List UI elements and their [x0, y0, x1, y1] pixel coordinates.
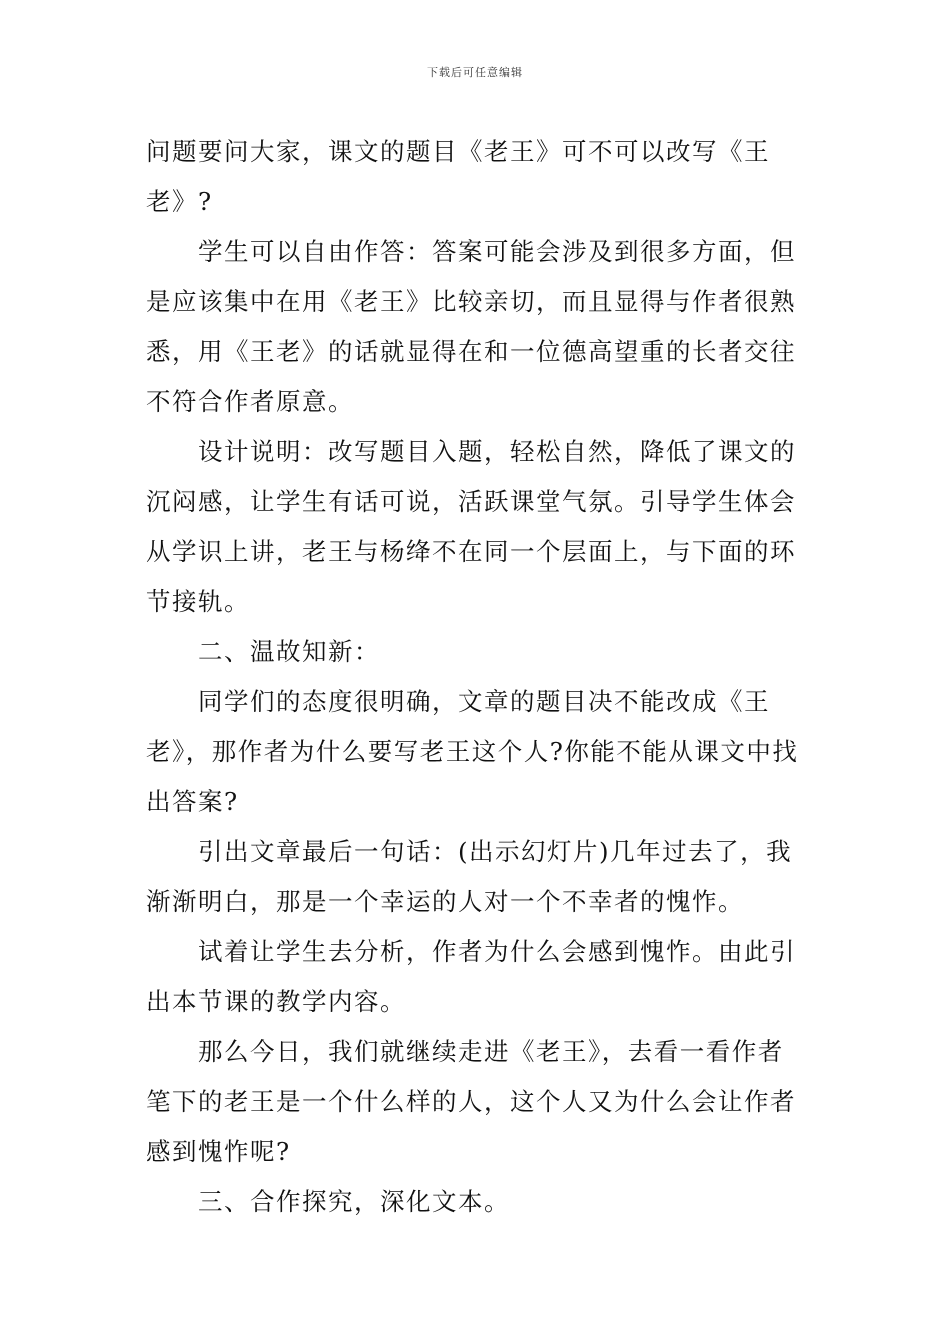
paragraph-class-attitude: 同学们的态度很明确，文章的题目决不能改成《王老》，那作者为什么要写老王这个人?你能不能从课文中找出答案? — [146, 687, 799, 816]
paragraph-question-continued: 问题要问大家，课文的题目《老王》可不可以改写《王老》? — [146, 137, 770, 216]
paragraph-analysis: 试着让学生去分析，作者为什么会感到愧怍。由此引出本节课的教学内容。 — [146, 937, 796, 1016]
page-header: 下载后可任意编辑 — [427, 66, 523, 79]
section-heading-review: 二、温故知新： — [198, 637, 380, 666]
paragraph-last-sentence: 引出文章最后一句话：(出示幻灯片)几年过去了，我渐渐明白，那是一个幸运的人对一个不幸者的愧怍。 — [146, 837, 793, 916]
paragraph-today: 那么今日，我们就继续走进《老王》，去看一看作者笔下的老王是一个什么样的人，这个人又为什么会让作者感到愧怍呢? — [146, 1037, 796, 1166]
section-heading-explore: 三、合作探究，深化文本。 — [198, 1187, 510, 1216]
paragraph-design-note: 设计说明：改写题目入题，轻松自然，降低了课文的沉闷感，让学生有话可说，活跃课堂气氛。引导学生体会从学识上讲，老王与杨绛不在同一个层面上，与下面的环节接轨。 — [146, 437, 796, 616]
document-body — [146, 127, 808, 1227]
paragraph-student-answer: 学生可以自由作答：答案可能会涉及到很多方面，但是应该集中在用《老王》比较亲切，而且显得与作者很熟悉，用《王老》的话就显得在和一位德高望重的长者交往不符合作者原意。 — [146, 237, 796, 416]
